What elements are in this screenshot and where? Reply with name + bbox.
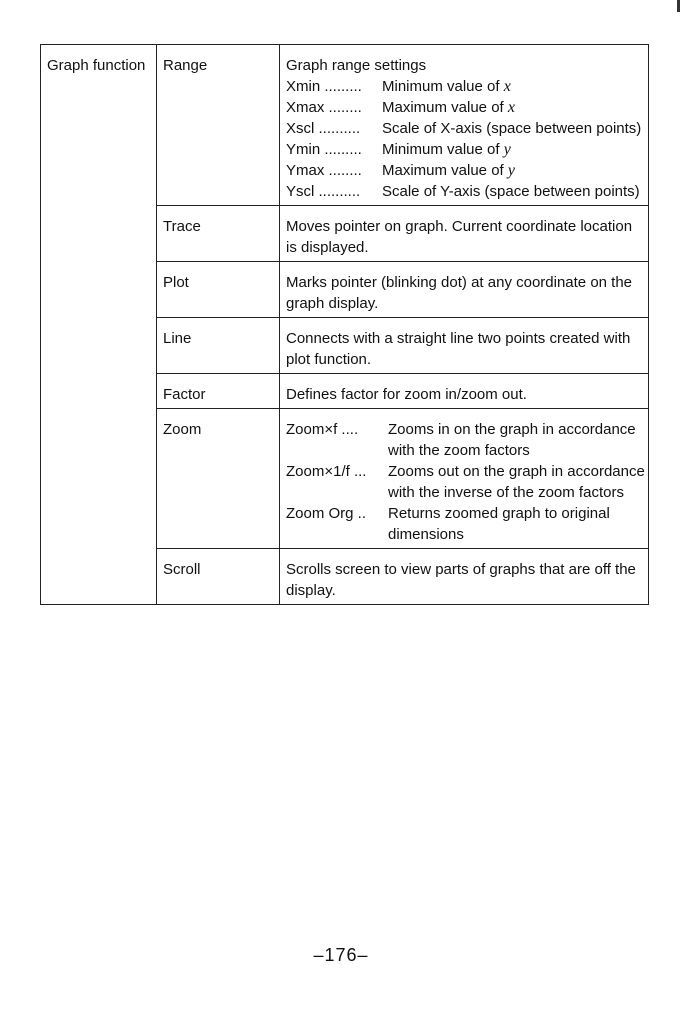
description-cell — [280, 262, 649, 318]
param-value: Zooms out on the graph in accordance with the inverse of the zoom factors — [388, 463, 645, 501]
param-value: Returns zoomed graph to original dimensions — [388, 505, 610, 543]
param-value: Scale of X-axis (space between points) — [382, 120, 642, 137]
param-value: Minimum value of y — [382, 141, 511, 158]
param-key: Xscl .......... — [286, 120, 361, 137]
description-cell — [280, 374, 649, 409]
param-key: Zoom×f .... — [286, 421, 359, 438]
category-label: Graph function — [47, 57, 146, 74]
param-row — [286, 118, 646, 139]
param-value: Maximum value of x — [382, 99, 515, 116]
page-number: –176– — [313, 945, 369, 965]
description-text: Connects with a straight line two points created with plot function. — [286, 330, 631, 368]
param-value: Minimum value of x — [382, 78, 511, 95]
description-cell — [280, 45, 649, 206]
param-row — [286, 419, 646, 461]
description-text: Marks pointer (blinking dot) at any coordinate on the graph display. — [286, 274, 633, 312]
item-cell — [157, 549, 280, 605]
description-cell — [280, 549, 649, 605]
item-cell — [157, 262, 280, 318]
param-key: Ymax ........ — [286, 162, 362, 179]
item-label-scroll: Scroll — [163, 561, 201, 578]
table-row-range — [41, 45, 649, 206]
param-row — [286, 160, 646, 181]
param-key: Yscl .......... — [286, 183, 361, 200]
param-row — [286, 139, 646, 160]
description-text: Scrolls screen to view parts of graphs that are off the display. — [286, 561, 636, 599]
param-key: Xmax ........ — [286, 99, 362, 116]
param-key: Ymin ......... — [286, 141, 362, 158]
param-key: Xmin ......... — [286, 78, 362, 95]
item-label-zoom: Zoom — [163, 421, 202, 438]
item-cell — [157, 409, 280, 549]
description-cell — [280, 206, 649, 262]
item-label-factor: Factor — [163, 386, 206, 403]
param-row — [286, 97, 646, 118]
param-key: Zoom Org .. — [286, 505, 367, 522]
item-label-range: Range — [163, 57, 208, 74]
description-cell — [280, 318, 649, 374]
graph-function-table — [40, 44, 649, 605]
range-intro: Graph range settings — [286, 57, 427, 74]
item-cell — [157, 206, 280, 262]
item-cell — [157, 45, 280, 206]
param-row — [286, 503, 646, 545]
param-value: Maximum value of y — [382, 162, 515, 179]
param-row — [286, 76, 646, 97]
scan-mark — [677, 0, 680, 12]
param-value: Scale of Y-axis (space between points) — [382, 183, 640, 200]
param-key: Zoom×1/f ... — [286, 463, 367, 480]
description-cell — [280, 409, 649, 549]
param-row — [286, 181, 646, 202]
description-text: Defines factor for zoom in/zoom out. — [286, 386, 527, 403]
category-cell — [41, 45, 157, 605]
param-value: Zooms in on the graph in accordance with the zoom factors — [388, 421, 636, 459]
item-cell — [157, 318, 280, 374]
item-label-trace: Trace — [163, 218, 201, 235]
description-text: Moves pointer on graph. Current coordinate location is displayed. — [286, 218, 633, 256]
param-row — [286, 461, 646, 503]
item-label-line: Line — [163, 330, 192, 347]
item-cell — [157, 374, 280, 409]
item-label-plot: Plot — [163, 274, 189, 291]
